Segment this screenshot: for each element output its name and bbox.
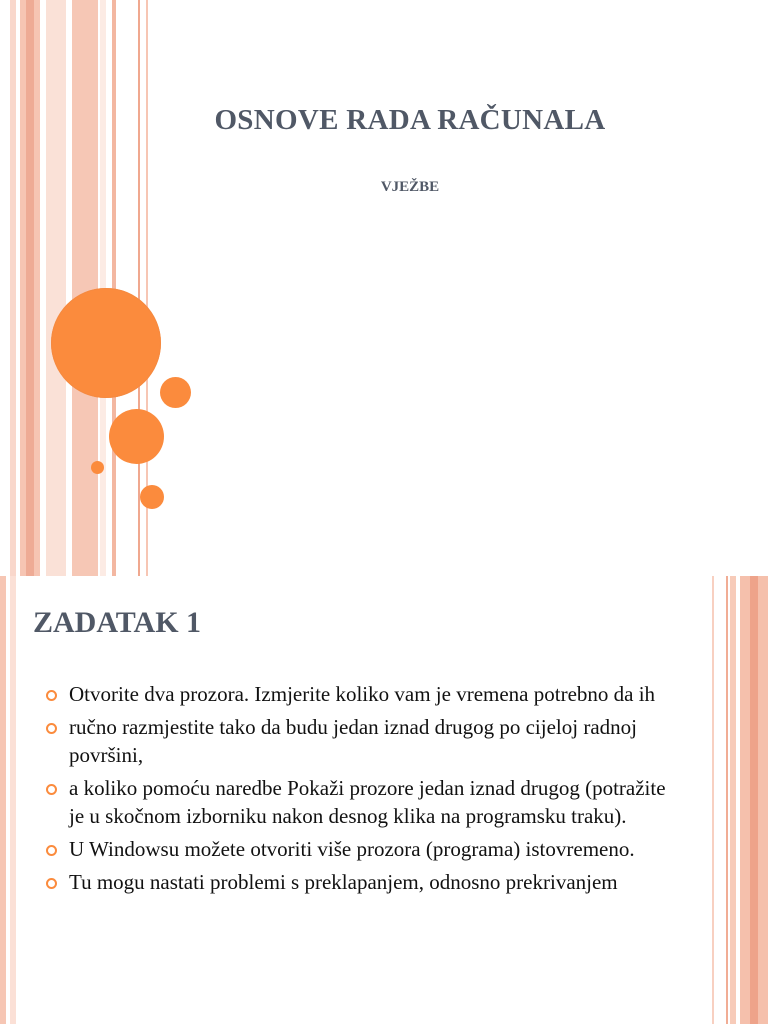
hollow-circle-bullet-icon (46, 690, 57, 701)
decor-stripe (750, 576, 758, 1024)
decor-circle-medium (160, 377, 191, 408)
slide-subtitle-text: VJEŽBE (380, 179, 440, 195)
decor-stripe (0, 576, 6, 1024)
decor-circle-small (140, 485, 164, 509)
decor-stripe (712, 576, 714, 1024)
list-item (40, 868, 680, 896)
slide-task (0, 576, 768, 1024)
slide-title-text: OSNOVE RADA RAČUNALA (214, 104, 606, 136)
hollow-circle-bullet-icon (46, 878, 57, 889)
decor-stripe (138, 0, 140, 576)
decor-circle-medium (109, 409, 164, 464)
hollow-circle-bullet-icon (46, 723, 57, 734)
bullet-text: U Windowsu možete otvoriti više prozora (programa) istovremeno. (69, 837, 635, 861)
bullet-text: Tu mogu nastati problemi s preklapanjem, odnosno prekrivanjem (69, 870, 618, 894)
bullet-text: a koliko pomoću naredbe Pokaži prozore jedan iznad drugog (potražite je u skočnom izborniku nakon desnog klika na programsku traku). (69, 776, 666, 828)
bullet-list (40, 680, 680, 901)
decor-circle-large (51, 288, 161, 398)
decor-stripe (0, 0, 10, 576)
decor-stripe (26, 0, 34, 576)
list-item (40, 680, 680, 708)
bullet-text: ručno razmjestite tako da budu jedan iznad drugog po cijeloj radnoj površini, (69, 715, 637, 767)
decor-stripe (730, 576, 736, 1024)
decor-stripe (72, 0, 98, 576)
list-item (40, 835, 680, 863)
decor-stripe (10, 576, 16, 1024)
decor-stripe (46, 0, 66, 576)
decor-stripe (10, 0, 16, 576)
bullet-text: Otvorite dva prozora. Izmjerite koliko vam je vremena potrebno da ih (69, 682, 656, 706)
hollow-circle-bullet-icon (46, 784, 57, 795)
hollow-circle-bullet-icon (46, 845, 57, 856)
task-title: ZADATAK 1 (33, 606, 202, 639)
list-item (40, 774, 680, 830)
decor-circle-small (91, 461, 104, 474)
decor-stripe (726, 576, 728, 1024)
list-item (40, 713, 680, 769)
